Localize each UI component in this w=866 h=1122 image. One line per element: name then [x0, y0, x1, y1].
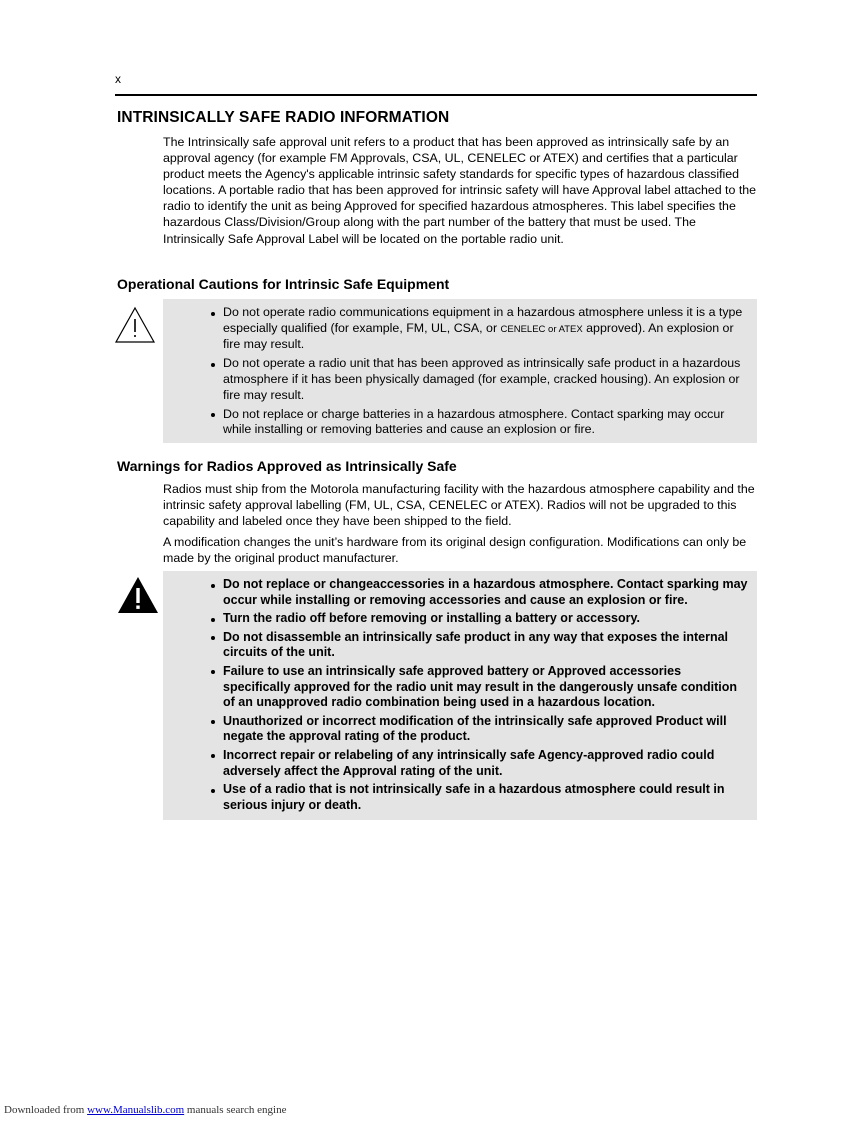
caution-item — [211, 305, 751, 353]
page-title: INTRINSICALLY SAFE RADIO INFORMATION — [117, 109, 450, 126]
caution-item-text-post: approved). An explosion or fire may result. — [223, 320, 734, 352]
warning-triangle-icon — [117, 576, 159, 614]
cautions-heading: Operational Cautions for Intrinsic Safe Equipment — [117, 276, 450, 292]
bullet-icon — [211, 413, 215, 417]
warning-item-text: Do not replace or changeaccessories in a hazardous atmosphere. Contact sparking may occur while installing or removing accessories and cause an explosion or fire. — [223, 577, 748, 607]
warning-item-text: Use of a radio that is not intrinsically safe in a hazardous atmosphere could result in serious injury or death. — [223, 782, 725, 812]
cautions-list — [211, 305, 751, 442]
warning-item — [211, 577, 751, 608]
caution-triangle-icon — [114, 306, 156, 344]
caution-item-text-pre: Do not operate radio communications equipment in a hazardous atmosphere unless it is a type especially qualified (for example, FM, UL, CSA, or — [223, 305, 743, 335]
bullet-icon — [211, 754, 215, 758]
warnings-box — [163, 571, 757, 820]
page-number: x — [115, 72, 121, 86]
bullet-icon — [211, 670, 215, 674]
caution-item-text-small: CENELEC or ATEX — [500, 323, 583, 335]
warnings-paragraph-1: Radios must ship from the Motorola manufacturing facility with the hazardous atmosphere capability and the intrinsic safety approval labelling (FM, UL, CSA, CENELEC or ATEX). Radios will not be upgraded to this capability and labeled once they have been shipped to the field. — [163, 482, 755, 529]
warnings-paragraph-2: A modification changes the unit’s hardware from its original design configuration. Modifications can only be made by the original product manufacturer. — [163, 535, 747, 566]
warning-item-text: Failure to use an intrinsically safe approved battery or Approved accessories specifically approved for the radio unit may result in the dangerously unsafe condition of an unapproved radio combination being used in a hazardous location. — [223, 663, 737, 710]
caution-item-text: Do not replace or charge batteries in a hazardous atmosphere. Contact sparking may occur while installing or removing batteries and cause an explosion or fire. — [223, 406, 725, 437]
warning-item — [211, 714, 751, 745]
bullet-icon — [211, 312, 215, 316]
bullet-icon — [211, 618, 215, 622]
footer-prefix: Downloaded from — [4, 1104, 88, 1116]
header-rule — [115, 94, 757, 96]
caution-item-text: Do not operate a radio unit that has been approved as intrinsically safe product in a hazardous atmosphere if it has been physically damaged (for example, cracked housing). An explosion or fire may result. — [223, 356, 741, 402]
download-footer — [4, 1104, 286, 1116]
bullet-icon — [211, 363, 215, 367]
bullet-icon — [211, 584, 215, 588]
warning-item-text: Do not disassemble an intrinsically safe product in any way that exposes the internal circuits of the unit. — [223, 629, 728, 660]
warning-item-text: Unauthorized or incorrect modification of the intrinsically safe approved Product will negate the approval rating of the product. — [223, 713, 727, 744]
warning-item-text: Turn the radio off before removing or installing a battery or accessory. — [223, 611, 640, 626]
intro-paragraph: The Intrinsically safe approval unit refers to a product that has been approved as intrinsically safe by an approval agency (for example FM Approvals, CSA, UL, CENELEC or ATEX) and certifies that a particular product meets the Agency's applicable intrinsic safety standards for specific types of hazardous classified locations. A portable radio that has been approved for intrinsic safety will have Approval label attached to the radio to identify the unit as being Approved for specified hazardous atmospheres. This label specifies the hazardous Class/Division/Group along with the part number of the battery that must be used. The Intrinsically Safe Approval Label will be located on the portable radio unit. — [163, 135, 757, 246]
manualslib-link[interactable]: www.Manualslib.com — [87, 1104, 185, 1116]
footer-suffix: manuals search engine — [184, 1104, 287, 1116]
warning-item — [211, 630, 751, 661]
warnings-list — [211, 577, 751, 816]
warning-item — [211, 664, 751, 711]
cautions-box — [163, 299, 757, 443]
warning-item — [211, 611, 751, 627]
warning-item — [211, 748, 751, 779]
caution-item — [211, 407, 751, 438]
bullet-icon — [211, 636, 215, 640]
bullet-icon — [211, 789, 215, 793]
caution-item — [211, 356, 751, 403]
warnings-heading: Warnings for Radios Approved as Intrinsically Safe — [117, 458, 457, 474]
bullet-icon — [211, 720, 215, 724]
warning-item-text: Incorrect repair or relabeling of any intrinsically safe Agency-approved radio could adversely affect the Approval rating of the unit. — [223, 747, 715, 778]
warning-item — [211, 782, 751, 813]
